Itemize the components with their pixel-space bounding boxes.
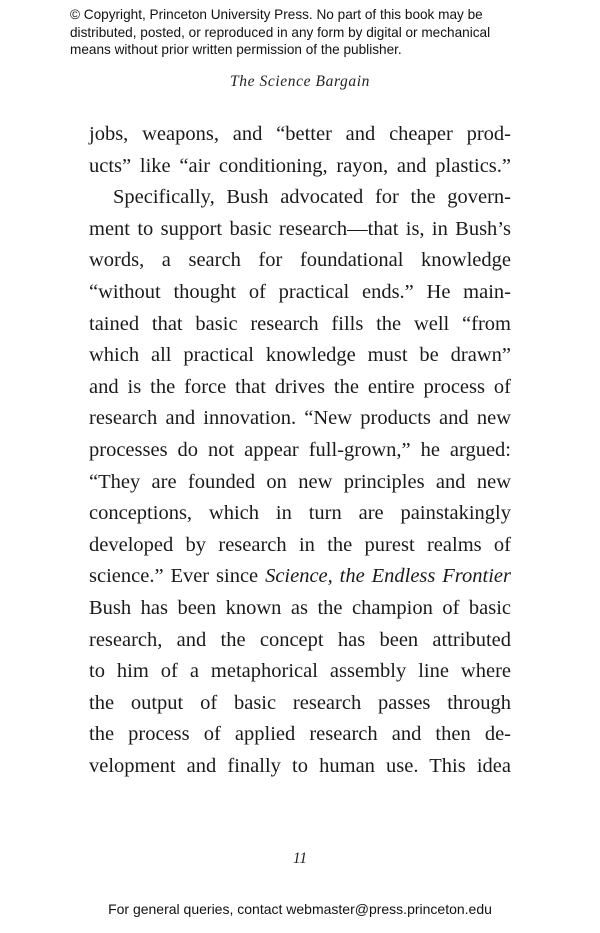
text-line: the output of basic research passes through bbox=[89, 691, 511, 714]
copyright-line: © Copyright, Princeton University Press. No part of this book may be bbox=[70, 7, 483, 22]
text-line: developed by research in the purest realms of bbox=[89, 533, 511, 556]
text-line: the process of applied research and then de- bbox=[89, 723, 511, 746]
text-line: processes do not appear full-grown,” he argued: bbox=[89, 438, 511, 461]
page-number: 11 bbox=[292, 850, 308, 867]
text-line: ucts” like “air conditioning, rayon, and plastics.” bbox=[89, 154, 511, 177]
text-line: which all practical knowledge must be drawn” bbox=[89, 344, 511, 367]
contact-footer: For general queries, contact webmaster@press.princeton.edu bbox=[108, 901, 492, 917]
text-line: and is the force that drives the entire process of bbox=[89, 375, 511, 398]
text-line: velopment and finally to human use. This idea bbox=[89, 754, 511, 777]
text-line: conceptions, which in turn are painstakingly bbox=[89, 502, 511, 525]
text-line-with-title bbox=[89, 561, 511, 593]
copyright-line: distributed, posted, or reproduced in any form by digital or mechanical bbox=[70, 24, 491, 40]
text-line: Bush has been known as the champion of basic bbox=[89, 596, 511, 619]
text-line: to him of a metaphorical assembly line where bbox=[89, 660, 511, 683]
text-line: research and innovation. “New products and new bbox=[89, 407, 511, 430]
text-line: ment to support basic research—that is, in Bush’s bbox=[89, 217, 511, 240]
text-line: jobs, weapons, and “better and cheaper prod- bbox=[89, 123, 511, 145]
body-text bbox=[89, 119, 511, 782]
text-line: tained that basic research fills the well “from bbox=[89, 312, 511, 335]
text-line: “without thought of practical ends.” He main- bbox=[89, 280, 511, 303]
text-line: “They are founded on new principles and new bbox=[89, 470, 511, 493]
copyright-line: means without prior written permission of the publisher. bbox=[70, 42, 402, 57]
text-fragment: science.” Ever since bbox=[89, 565, 266, 588]
text-line: Specifically, Bush advocated for the govern- bbox=[113, 186, 511, 209]
book-title: Science, the Endless Frontier bbox=[265, 565, 511, 588]
text-line: words, a search for foundational knowledge bbox=[89, 249, 511, 272]
text-line: research, and the concept has been attributed bbox=[89, 628, 511, 651]
running-head: The Science Bargain bbox=[230, 73, 370, 90]
copyright-notice bbox=[70, 6, 540, 59]
